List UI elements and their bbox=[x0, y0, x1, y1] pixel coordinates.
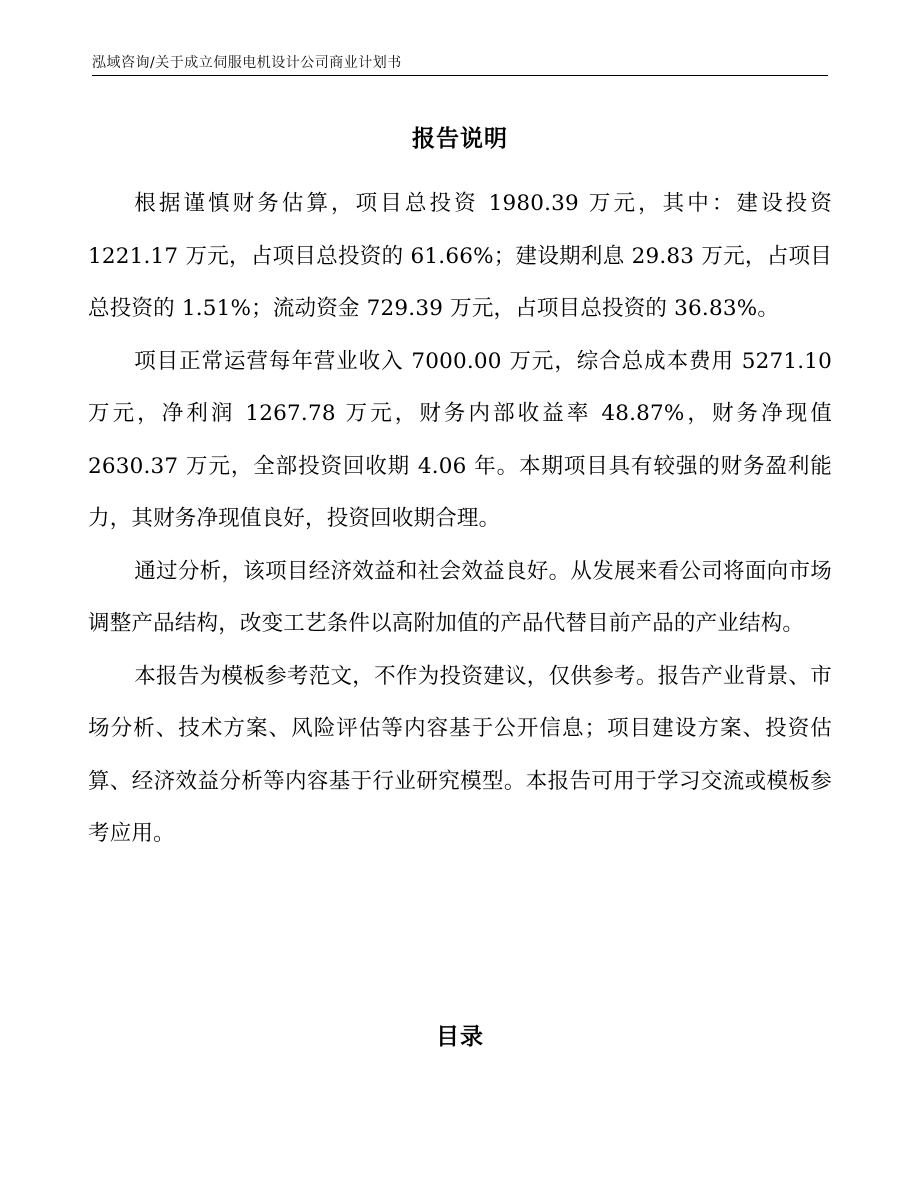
paragraph-analysis: 通过分析，该项目经济效益和社会效益良好。从发展来看公司将面向市场调整产品结构，改变工艺条件以高附加值的产品代替目前产品的产业结构。 bbox=[88, 558, 832, 636]
report-title: 报告说明 bbox=[412, 126, 508, 152]
paragraph-revenue: 项目正常运营每年营业收入 7000.00 万元，综合总成本费用 5271.10 万元，净利润 1267.78 万元，财务内部收益率 48.87%，财务净现值 2630.37 万元，全部投资回收期 4.06 年。本期项目具有较强的财务盈利能力，其财务净现值良好，投资回收期合理。 bbox=[88, 348, 832, 531]
paragraph-disclaimer: 本报告为模板参考范文，不作为投资建议，仅供参考。报告产业背景、市场分析、技术方案、风险评估等内容基于公开信息；项目建设方案、投资估算、经济效益分析等内容基于行业研究模型。本报告可用于学习交流或模板参考应用。 bbox=[88, 663, 832, 846]
report-body bbox=[88, 178, 832, 861]
header-divider bbox=[92, 75, 828, 76]
paragraph-investment: 根据谨慎财务估算，项目总投资 1980.39 万元，其中：建设投资 1221.17 万元，占项目总投资的 61.66%；建设期利息 29.83 万元，占项目总投资的 1.51%；流动资金 729.39 万元，占项目总投资的 36.83%。 bbox=[88, 191, 832, 321]
running-header: 泓域咨询/关于成立伺服电机设计公司商业计划书 bbox=[92, 55, 402, 71]
toc-title: 目录 bbox=[436, 1024, 484, 1050]
